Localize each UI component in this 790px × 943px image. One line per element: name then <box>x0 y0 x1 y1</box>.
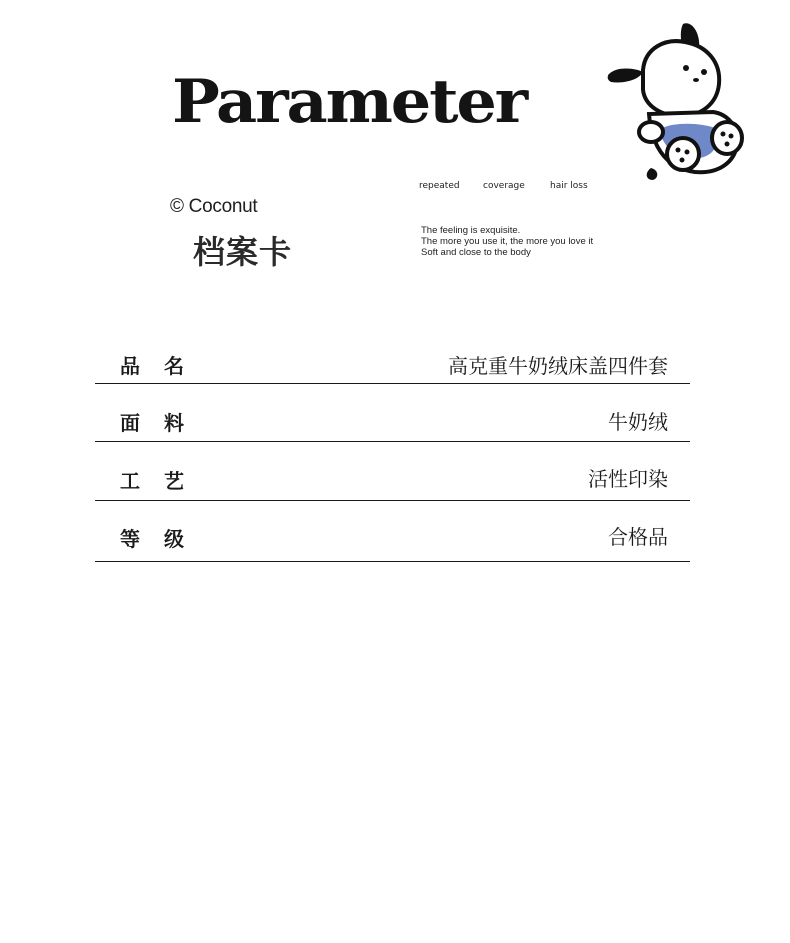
parameter-label: 工艺 <box>120 469 208 493</box>
parameter-table <box>95 342 690 562</box>
parameter-row-grade <box>95 501 690 562</box>
description-line: The more you use it, the more you love it <box>421 236 594 247</box>
parameter-value: 高克重牛奶绒床盖四件套 <box>448 354 668 378</box>
parameter-row-process <box>95 442 690 501</box>
parameter-label: 面料 <box>120 411 208 435</box>
description-line: The feeling is exquisite. <box>421 225 521 236</box>
product-description <box>421 225 593 258</box>
parameter-value: 合格品 <box>608 525 668 549</box>
description-line: Soft and close to the body <box>421 247 531 258</box>
tag-repeated: repeated <box>419 181 460 191</box>
puppy-mascot-icon <box>603 18 748 188</box>
card-subtitle: 档案卡 <box>193 233 293 271</box>
parameter-value: 活性印染 <box>588 467 668 491</box>
tag-coverage: coverage <box>483 181 525 191</box>
parameter-row-name <box>95 342 690 384</box>
parameter-label: 品名 <box>120 354 208 378</box>
tag-hair-loss: hair loss <box>550 181 588 191</box>
brand-name: © Coconut <box>170 196 258 217</box>
parameter-value: 牛奶绒 <box>608 410 668 434</box>
parameter-label: 等级 <box>120 527 208 551</box>
parameter-row-fabric <box>95 384 690 442</box>
page-title: Parameter <box>172 67 527 137</box>
